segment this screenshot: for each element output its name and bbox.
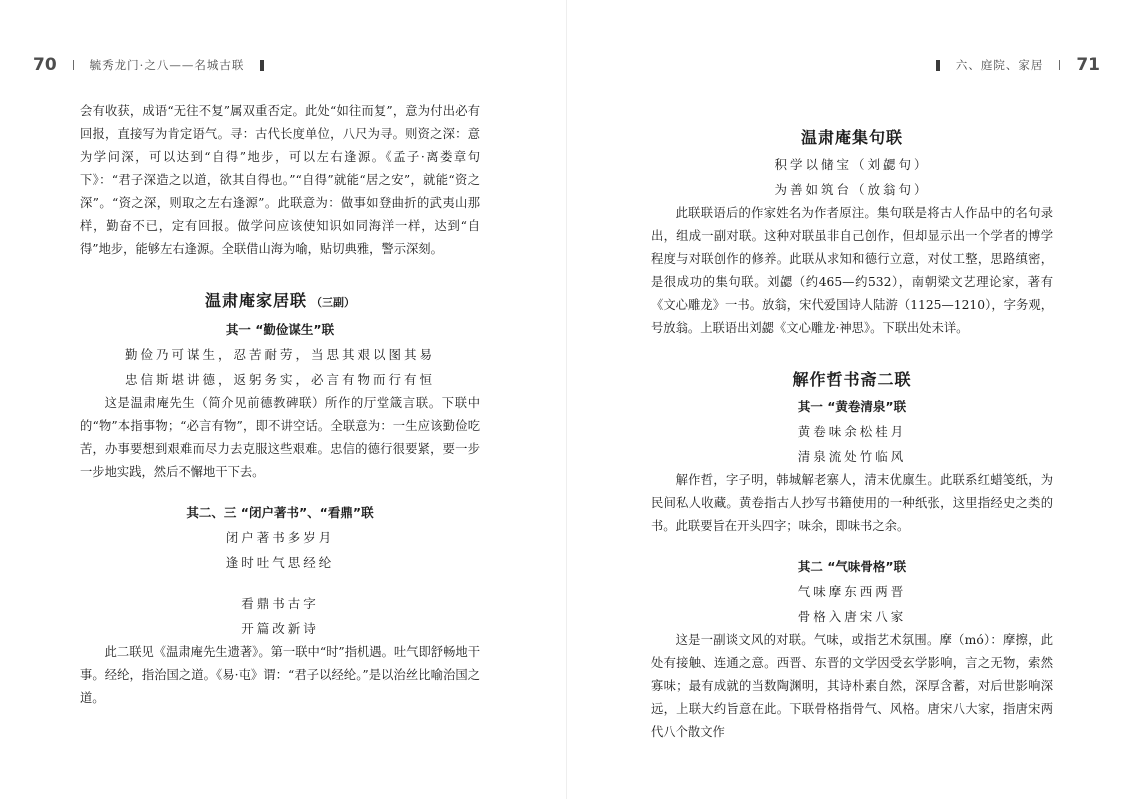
commentary-paragraph: 这是温肃庵先生（简介见前德教碑联）所作的厅堂箴言联。下联中的“物”本指事物；“必言有物”，即不讲空话。全联意为：一生应该勤俭吃苦，办事要想到艰难而尽力去克服这些艰难。忠信的德行很要紧，要一步一步地实践，然后不懈地干下去。 (80, 396, 480, 479)
header-marker (260, 60, 264, 71)
right-running-header (920, 55, 1100, 75)
couplet-line: 勤俭乃可谋生，忍苦耐劳，当思其艰以图其易 (124, 347, 435, 362)
intro-paragraph: 会有收获，成语“无往不复”属双重否定。此处“如往而复”，意为付出必有回报，直接写为肯定语气。寻：古代长度单位，八尺为寻。则资之深：意为学问深，可以达到“自得”地步，可以左右逢源。《孟子·离娄章句下》：“君子深造之以道，欲其自得也。”“自得”就能“居之安”，就能“资之深”。“资之深，则取之左右逢源”。此联意为：做事如登曲折的武夷山那样，勤奋不已，定有回报。做学问应该使知识如同海洋一样，达到“自得”地步，能够左右逢源。全联借山海为喻，贴切典雅，警示深刻。 (80, 104, 480, 256)
commentary-paragraph: 解作哲，字子明，韩城解老寨人，清末优廪生。此联系红蜡笺纸，为民间私人收藏。黄卷指古人抄写书籍使用的一种纸张，这里指经史之类的书。此联要旨在开头四字；味余，即味书之余。 (651, 473, 1053, 533)
couplet-line: 为善如筑台（放翁句） (774, 182, 930, 197)
section-title-note: （三副） (311, 296, 355, 309)
left-page (0, 0, 566, 799)
couplet-line: 骨格入唐宋八家 (797, 609, 907, 624)
right-page-number: 71 (1076, 55, 1100, 75)
couplet-line: 积学以储宝（刘勰句） (774, 157, 930, 172)
right-running-title: 六、庭院、家居 (955, 58, 1044, 72)
header-divider (73, 60, 74, 70)
left-body (80, 100, 480, 710)
left-running-header (33, 55, 280, 75)
section-title-text: 温肃庵家居联 (204, 291, 307, 310)
section-title (80, 287, 480, 317)
right-page (567, 0, 1133, 799)
subsection-title: 其二、三 “闭户著书”、“看鼎”联 (186, 505, 374, 520)
left-page-number: 70 (33, 55, 57, 75)
right-body (651, 124, 1053, 744)
couplet-line: 清泉流处竹临风 (797, 449, 907, 464)
couplet-line: 忠信斯堪讲德，返躬务实，必言有物而行有恒 (124, 372, 435, 387)
commentary-paragraph: 这是一副谈文风的对联。气味，或指艺术氛围。摩（mó）：摩擦，此处有接触、连通之意。西晋、东晋的文学因受玄学影响，言之无物，索然寡味；最有成就的当数陶渊明，其诗朴素自然，深厚含蓄，对后世影响深远，上联大约旨意在此。下联骨格指骨气、风格。唐宋八大家，指唐宋两代八个散文作 (651, 633, 1053, 739)
section-title: 温肃庵集句联 (800, 128, 903, 147)
couplet-line: 逢时吐气思经纶 (225, 555, 335, 570)
commentary-paragraph: 此二联见《温肃庵先生遗著》。第一联中“时”指机遇。吐气即舒畅地干事。经纶，指治国之道。《易·屯》谓：“君子以经纶。”是以治丝比喻治国之道。 (80, 645, 480, 705)
subsection-title: 其一 “黄卷清泉”联 (797, 399, 907, 414)
couplet-line: 开篇改新诗 (241, 621, 319, 636)
subsection-title: 其二 “气味骨格”联 (797, 559, 907, 574)
couplet-line: 闭户著书多岁月 (225, 530, 335, 545)
commentary-paragraph: 此联联语后的作家姓名为作者原注。集句联是将古人作品中的名句录出，组成一副对联。这种对联虽非自己创作，但却显示出一个学者的博学程度与对联创作的修养。此联从求知和德行立意，对仗工整，思路缜密，是很成功的集句联。刘勰（约465—约532），南朝梁文艺理论家，著有《文心雕龙》一书。放翁，宋代爱国诗人陆游（1125—1210），字务观，号放翁。上联语出刘勰《文心雕龙·神思》。下联出处未详。 (651, 206, 1053, 335)
left-running-title: 毓秀龙门·之八——名城古联 (89, 58, 245, 72)
subsection-title: 其一 “勤俭谋生”联 (225, 322, 335, 337)
couplet-line: 气味摩东西两晋 (797, 584, 907, 599)
couplet-line: 黄卷味余松桂月 (797, 424, 907, 439)
header-marker (936, 60, 940, 71)
couplet-line: 看鼎书古字 (241, 596, 319, 611)
header-divider (1059, 60, 1060, 70)
section-title: 解作哲书斋二联 (792, 370, 912, 389)
